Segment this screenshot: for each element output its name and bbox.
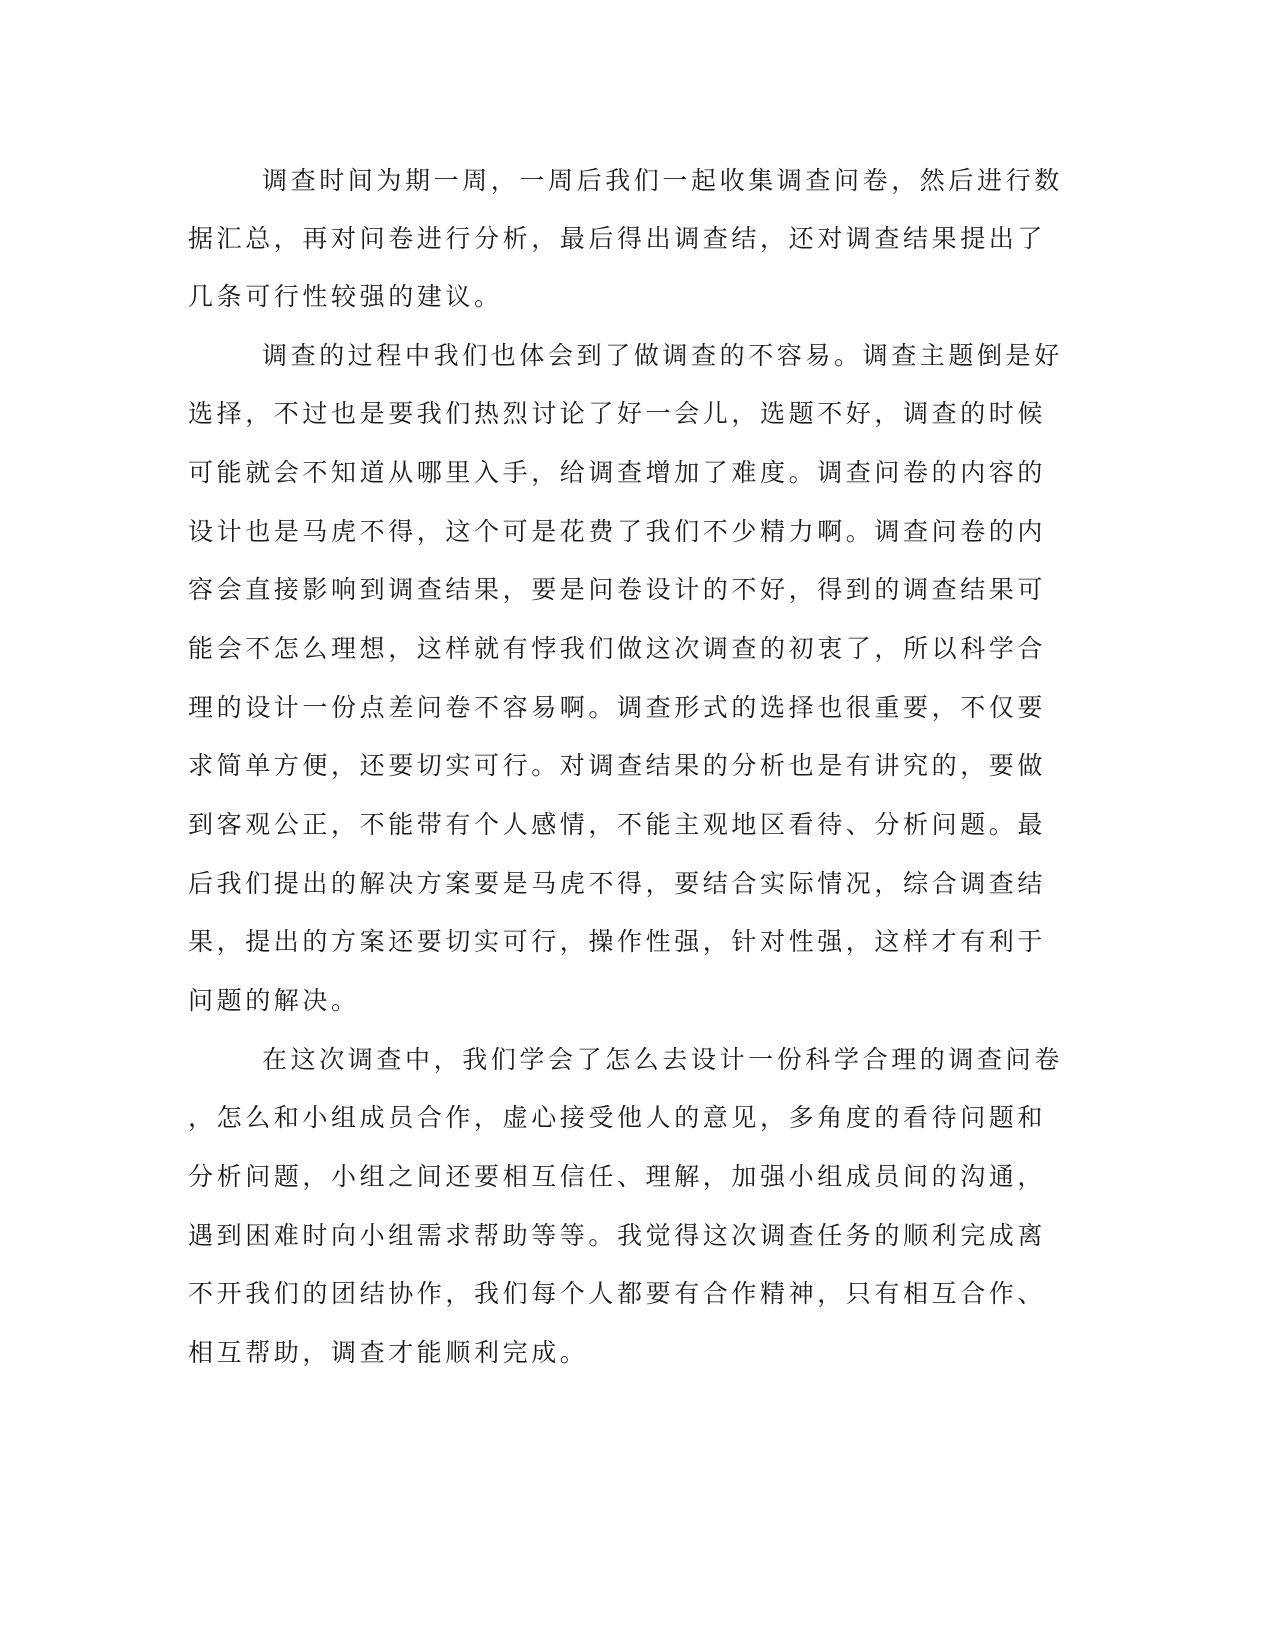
- paragraph-2-line-11: 果，提出的方案还要切实可行，操作性强，针对性强，这样才有利于: [188, 927, 1047, 956]
- paragraph-1-line-3: 几条可行性较强的建议。: [188, 282, 503, 311]
- paragraph-3-line-5: 不开我们的团结协作，我们每个人都要有合作精神，只有相互合作、: [188, 1279, 1047, 1308]
- paragraph-2-line-5: 容会直接影响到调查结果，要是问卷设计的不好，得到的调查结果可: [188, 575, 1047, 604]
- paragraph-3-line-4: 遇到困难时向小组需求帮助等等。我觉得这次调查任务的顺利完成离: [188, 1221, 1047, 1250]
- paragraph-2-line-4: 设计也是马虎不得，这个可是花费了我们不少精力啊。调查问卷的内: [188, 517, 1047, 546]
- paragraph-2-line-10: 后我们提出的解决方案要是马虎不得，要结合实际情况，综合调查结: [188, 869, 1047, 898]
- paragraph-2-line-1: 调查的过程中我们也体会到了做调查的不容易。调查主题倒是好: [262, 341, 1063, 370]
- paragraph-3-line-2: ，怎么和小组成员合作，虚心接受他人的意见，多角度的看待问题和: [188, 1103, 1047, 1132]
- paragraph-3-line-6: 相互帮助，调查才能顺利完成。: [188, 1338, 589, 1367]
- paragraph-1-line-2: 据汇总，再对问卷进行分析，最后得出调查结，还对调查结果提出了: [188, 224, 1047, 253]
- paragraph-2-line-9: 到客观公正，不能带有个人感情，不能主观地区看待、分析问题。最: [188, 810, 1047, 839]
- paragraph-3-line-3: 分析问题，小组之间还要相互信任、理解，加强小组成员间的沟通，: [188, 1162, 1047, 1191]
- paragraph-2-line-8: 求简单方便，还要切实可行。对调查结果的分析也是有讲究的，要做: [188, 751, 1047, 780]
- paragraph-2-line-2: 选择，不过也是要我们热烈讨论了好一会儿，选题不好，调查的时候: [188, 399, 1047, 428]
- paragraph-2-line-12: 问题的解决。: [188, 986, 360, 1015]
- paragraph-1-line-1: 调查时间为期一周，一周后我们一起收集调查问卷，然后进行数: [262, 166, 1063, 195]
- paragraph-2-line-6: 能会不怎么理想，这样就有悖我们做这次调查的初衷了，所以科学合: [188, 634, 1047, 663]
- paragraph-2-line-3: 可能就会不知道从哪里入手，给调查增加了难度。调查问卷的内容的: [188, 458, 1047, 487]
- paragraph-2-line-7: 理的设计一份点差问卷不容易啊。调查形式的选择也很重要，不仅要: [188, 693, 1047, 722]
- paragraph-3-line-1: 在这次调查中，我们学会了怎么去设计一份科学合理的调查问卷: [262, 1045, 1063, 1074]
